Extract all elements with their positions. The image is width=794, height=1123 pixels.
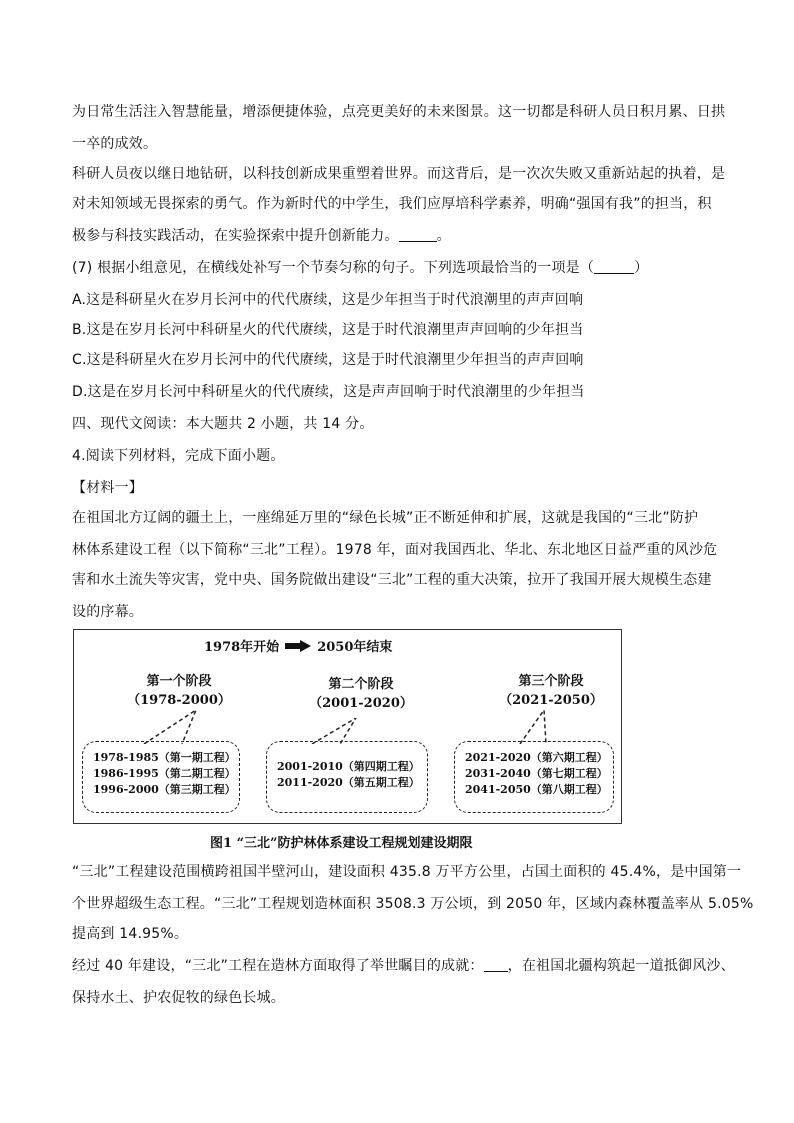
stage-2-title xyxy=(306,675,416,713)
stage-period: （1978-2000） xyxy=(127,693,231,708)
question-7-text: (7) 根据小组意见，在横线处补写一个节奏匀称的句子。下列选项最恰当的一项是（ xyxy=(72,260,595,276)
phase-item: 2011-2020（第五期工程） xyxy=(277,776,420,789)
phase-item: 2001-2010（第四期工程） xyxy=(277,760,420,773)
paragraph-line: 保持水土、护农促牧的绿色长城。 xyxy=(72,990,285,1006)
right-arrow-icon xyxy=(285,640,311,652)
phase-item: 1978-1985（第一期工程） xyxy=(93,751,236,764)
material-heading: 【材料一】 xyxy=(72,480,143,496)
question-4: 4.阅读下列材料，完成下面小题。 xyxy=(72,448,285,464)
option-d[interactable]: D.这是在岁月长河中科研星火的代代赓续，这是声声回响于时代浪潮里的少年担当 xyxy=(72,384,585,400)
paragraph-text-end: ，在祖国北疆构筑起一道抵御风沙、 xyxy=(507,958,735,974)
fill-blank[interactable] xyxy=(484,957,508,972)
timeline-figure xyxy=(73,629,622,824)
phase-item: 2021-2020（第六期工程） xyxy=(465,751,608,764)
paragraph-line: “三北”工程建设范围横跨祖国半壁河山，建设面积 435.8 万平方公里，占国土面积的 45.4%，是中国第一 xyxy=(72,864,742,880)
option-a[interactable]: A.这是科研星火在岁月长河中的代代赓续，这是少年担当于时代浪潮里的声声回响 xyxy=(72,292,584,308)
phase-item: 2041-2050（第八期工程） xyxy=(465,783,608,796)
paragraph-line: 林体系建设工程（以下简称“三北”工程）。1978 年，面对我国西北、华北、东北地区日益严重的风沙危 xyxy=(72,542,718,558)
figure-caption: 图1 “三北”防护林体系建设工程规划建设期限 xyxy=(210,836,473,851)
paragraph-line: 提高到 14.95%。 xyxy=(72,926,189,942)
stage-name: 第二个阶段 xyxy=(328,677,394,692)
stage-name: 第一个阶段 xyxy=(146,674,212,689)
option-c[interactable]: C.这是科研星火在岁月长河中的代代赓续，这是于时代浪潮里少年担当的声声回响 xyxy=(72,352,584,368)
stage-period: （2021-2050） xyxy=(499,693,603,708)
stage-3-title xyxy=(496,672,606,710)
fill-blank[interactable] xyxy=(399,227,437,242)
bubble-tail xyxy=(134,710,214,744)
end-label: 2050年结束 xyxy=(317,640,393,655)
question-7 xyxy=(72,258,648,278)
text-line: 为日常生活注入智慧能量，增添便捷体验，点亮更美好的未来图景。这一切都是科研人员日积月累、日拱 xyxy=(72,104,726,120)
stage-1-bubble xyxy=(82,741,240,813)
phase-item: 1986-1995（第二期工程） xyxy=(93,767,236,780)
figure-header xyxy=(204,636,392,655)
stage-name: 第三个阶段 xyxy=(518,674,584,689)
phase-item: 2031-2040（第七期工程） xyxy=(465,767,608,780)
paragraph-line: 害和水土流失等灾害，党中央、国务院做出建设“三北”工程的重大决策，拉开了我国开展大规模生态建 xyxy=(72,572,712,588)
paragraph-line xyxy=(72,956,735,976)
stage-2-bubble xyxy=(266,741,428,813)
paragraph-line: 设的序幕。 xyxy=(72,604,143,620)
start-label: 1978年开始 xyxy=(204,640,280,655)
option-b[interactable]: B.这是在岁月长河中科研星火的代代赓续，这是于时代浪潮里声声回响的少年担当 xyxy=(72,322,584,338)
question-7-end: ） xyxy=(634,260,649,276)
text-line-end: 。 xyxy=(436,228,451,244)
stage-3-bubble xyxy=(454,741,614,813)
paragraph-line: 在祖国北方辽阔的疆土上，一座绵延万里的“绿色长城”正不断延伸和扩展，这就是我国的“三北”防护 xyxy=(72,510,699,526)
text-line: 科研人员夜以继日地钻研，以科技创新成果重塑着世界。而这背后，是一次次失败又重新站起的执着，是 xyxy=(72,166,726,182)
stage-period: （2001-2020） xyxy=(309,696,413,711)
text-line xyxy=(72,226,451,246)
bubble-tail xyxy=(504,710,574,744)
text-line: 对未知领域无畏探索的勇气。作为新时代的中学生，我们应厚培科学素养，明确“强国有我”的担当，积 xyxy=(72,196,712,212)
text-line: 一卒的成效。 xyxy=(72,136,158,152)
stage-1-title xyxy=(124,672,234,710)
paragraph-line: 个世界超级生态工程。“三北”工程规划造林面积 3508.3 万公顷，到 2050 年，区域内森林覆盖率从 5.05% xyxy=(72,896,754,912)
answer-blank[interactable] xyxy=(594,259,634,274)
phase-item: 1996-2000（第三期工程） xyxy=(93,783,236,796)
section-heading: 四、现代文阅读：本大题共 2 小题，共 14 分。 xyxy=(72,416,374,432)
paragraph-text: 经过 40 年建设，“三北”工程在造林方面取得了举世瞩目的成就： xyxy=(72,958,484,974)
text-line-content: 极参与科技实践活动，在实验探索中提升创新能力。 xyxy=(72,228,399,244)
